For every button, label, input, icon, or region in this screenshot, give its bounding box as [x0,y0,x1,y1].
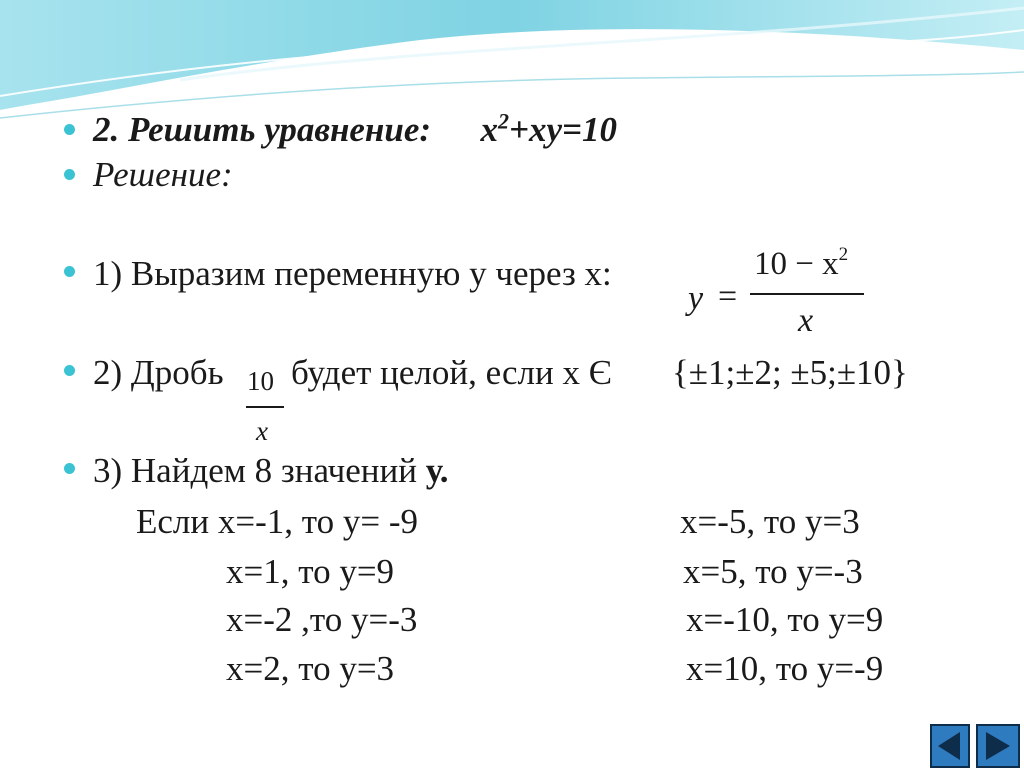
bullet-icon [64,124,75,135]
task-title [93,108,617,149]
value-row: х=-10, то у=9 [686,600,884,639]
task-equation: $x^2+xy=10$ [480,108,617,149]
step3-text: 3) Найдем 8 значений у. [93,451,449,490]
triangle-right-icon [978,726,1018,766]
bullet-icon [64,266,75,277]
step2-suffix: будет целой, если х Є [291,353,612,392]
bullet-icon [64,169,75,180]
bullet-icon [64,463,75,474]
step1-formula [688,244,868,344]
step2-prefix: 2) Дробь [93,353,224,392]
triangle-left-icon [932,726,968,766]
value-row: х=2, то у=3 [226,649,395,688]
value-row: х=-2 ,то у=-3 [226,600,418,639]
value-row: х=5, то у=-3 [683,552,863,591]
step2-set: {±1;±2; ±5;±10} [672,353,908,392]
formula-lhs: y [688,280,704,317]
formula-numerator: $10 - x^2$ [754,244,849,282]
step2-fraction [244,362,288,452]
value-row: х=10, то у=-9 [686,649,884,688]
fraction-bar [246,406,284,408]
bullet-icon [64,365,75,376]
next-slide-button[interactable] [976,724,1020,768]
formula-denominator: x [798,302,814,339]
formula-eq: = [718,278,738,315]
fraction-denominator: x [256,416,268,446]
task-label: 2. Решить уравнение: [93,110,432,149]
step1-text: 1) Выразим переменную у через х: [93,254,612,293]
fraction-numerator: 10 [247,366,274,396]
value-row: Если х=-1, то у= -9 [136,502,418,541]
value-row: х=1, то у=9 [226,552,395,591]
prev-slide-button[interactable] [930,724,970,768]
value-row: х=-5, то у=3 [680,502,860,541]
solution-heading: Решение: [93,155,233,194]
formula-fraction-bar [750,293,864,295]
